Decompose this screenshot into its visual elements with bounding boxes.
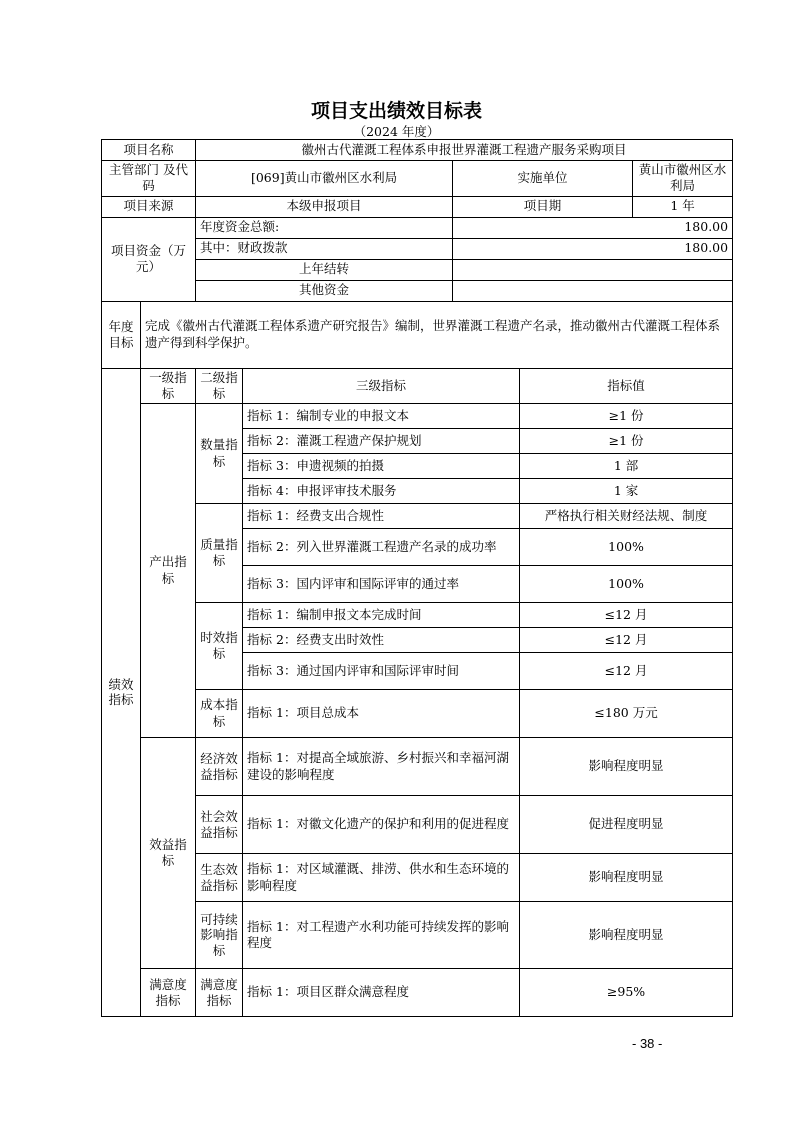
indicator-name: 指标 1：对区域灌溉、排涝、供水和生态环境的影响程度: [243, 854, 520, 902]
indicator-value: 促进程度明显: [520, 796, 733, 854]
group-satisfaction: 满意度指标: [141, 969, 196, 1017]
group-ecological: 生态效益指标: [196, 854, 243, 902]
indicator-value: 1 部: [520, 454, 733, 479]
funds-other-label: 其他资金: [196, 280, 453, 301]
indicator-name: 指标 1：经费支出合规性: [243, 504, 520, 529]
period-value: 1 年: [633, 196, 733, 217]
indicator-value: 1 家: [520, 479, 733, 504]
perf-indicator-label: 绩效指标: [102, 368, 141, 1017]
project-name-label: 项目名称: [102, 140, 196, 161]
header-level3: 三级指标: [243, 368, 520, 404]
indicator-name: 指标 3：申遗视频的拍摄: [243, 454, 520, 479]
group-satisfaction-sub: 满意度指标: [196, 969, 243, 1017]
source-value: 本级申报项目: [196, 196, 453, 217]
funds-fiscal-label: 其中：财政拨款: [196, 238, 453, 259]
group-social: 社会效益指标: [196, 796, 243, 854]
group-timeliness: 时效指标: [196, 603, 243, 690]
funds-carryover-value: [453, 259, 733, 280]
indicator-name: 指标 1：对工程遗产水利功能可持续发挥的影响程度: [243, 902, 520, 969]
period-label: 项目期: [453, 196, 633, 217]
project-name-value: 徽州古代灌溉工程体系申报世界灌溉工程遗产服务采购项目: [196, 140, 733, 161]
indicator-name: 指标 4：申报评审技术服务: [243, 479, 520, 504]
indicator-name: 指标 3：通过国内评审和国际评审时间: [243, 653, 520, 690]
indicator-name: 指标 2：经费支出时效性: [243, 628, 520, 653]
page-title: 项目支出绩效目标表: [310, 100, 482, 122]
indicator-value: ≤12 月: [520, 603, 733, 628]
indicator-name: 指标 3：国内评审和国际评审的通过率: [243, 566, 520, 603]
header-value: 指标值: [520, 368, 733, 404]
indicator-value: 100%: [520, 529, 733, 566]
annual-goal-text: 完成《徽州古代灌溉工程体系遗产研究报告》编制，世界灌溉工程遗产名录，推动徽州古代灌溉工程体系遗产得到科学保护。: [141, 301, 733, 368]
impl-unit-label: 实施单位: [453, 161, 633, 197]
indicator-name: 指标 1：对提高全域旅游、乡村振兴和幸福河湖建设的影响程度: [243, 738, 520, 796]
indicator-value: ≥1 份: [520, 404, 733, 429]
funds-total-value: 180.00: [453, 217, 733, 238]
indicator-name: 指标 1：编制专业的申报文本: [243, 404, 520, 429]
funds-carryover-label: 上年结转: [196, 259, 453, 280]
indicator-value: ≥95%: [520, 969, 733, 1017]
indicator-value: 影响程度明显: [520, 738, 733, 796]
indicator-value: 影响程度明显: [520, 902, 733, 969]
indicator-name: 指标 1：项目区群众满意程度: [243, 969, 520, 1017]
group-sustainable: 可持续影响指标: [196, 902, 243, 969]
indicator-value: ≥1 份: [520, 429, 733, 454]
indicator-name: 指标 1：编制申报文本完成时间: [243, 603, 520, 628]
indicator-name: 指标 1：对徽文化遗产的保护和利用的促进程度: [243, 796, 520, 854]
indicator-value: ≤180 万元: [520, 690, 733, 738]
funds-total-label: 年度资金总额:: [196, 217, 453, 238]
funds-label: 项目资金（万元）: [102, 217, 196, 301]
group-benefit: 效益指标: [141, 738, 196, 969]
annual-goal-label: 年度目标: [102, 301, 141, 368]
page-subtitle: （2024 年度）: [353, 124, 440, 139]
indicator-value: 100%: [520, 566, 733, 603]
header-level1: 一级指标: [141, 368, 196, 404]
performance-table: [101, 139, 733, 1017]
indicator-name: 指标 2：灌溉工程遗产保护规划: [243, 429, 520, 454]
indicator-value: 严格执行相关财经法规、制度: [520, 504, 733, 529]
indicator-value: 影响程度明显: [520, 854, 733, 902]
impl-unit-value: 黄山市徽州区水利局: [633, 161, 733, 197]
indicator-value: ≤12 月: [520, 653, 733, 690]
funds-other-value: [453, 280, 733, 301]
page-number: - 38 -: [632, 1036, 663, 1051]
dept-label: 主管部门 及代码: [102, 161, 196, 197]
dept-value: [069]黄山市徽州区水利局: [196, 161, 453, 197]
group-cost: 成本指标: [196, 690, 243, 738]
source-label: 项目来源: [102, 196, 196, 217]
group-economic: 经济效益指标: [196, 738, 243, 796]
group-quantity: 数量指标: [196, 404, 243, 504]
header-level2: 二级指标: [196, 368, 243, 404]
indicator-name: 指标 2：列入世界灌溉工程遗产名录的成功率: [243, 529, 520, 566]
group-output: 产出指标: [141, 404, 196, 738]
group-quality: 质量指标: [196, 504, 243, 603]
indicator-name: 指标 1：项目总成本: [243, 690, 520, 738]
indicator-value: ≤12 月: [520, 628, 733, 653]
funds-fiscal-value: 180.00: [453, 238, 733, 259]
